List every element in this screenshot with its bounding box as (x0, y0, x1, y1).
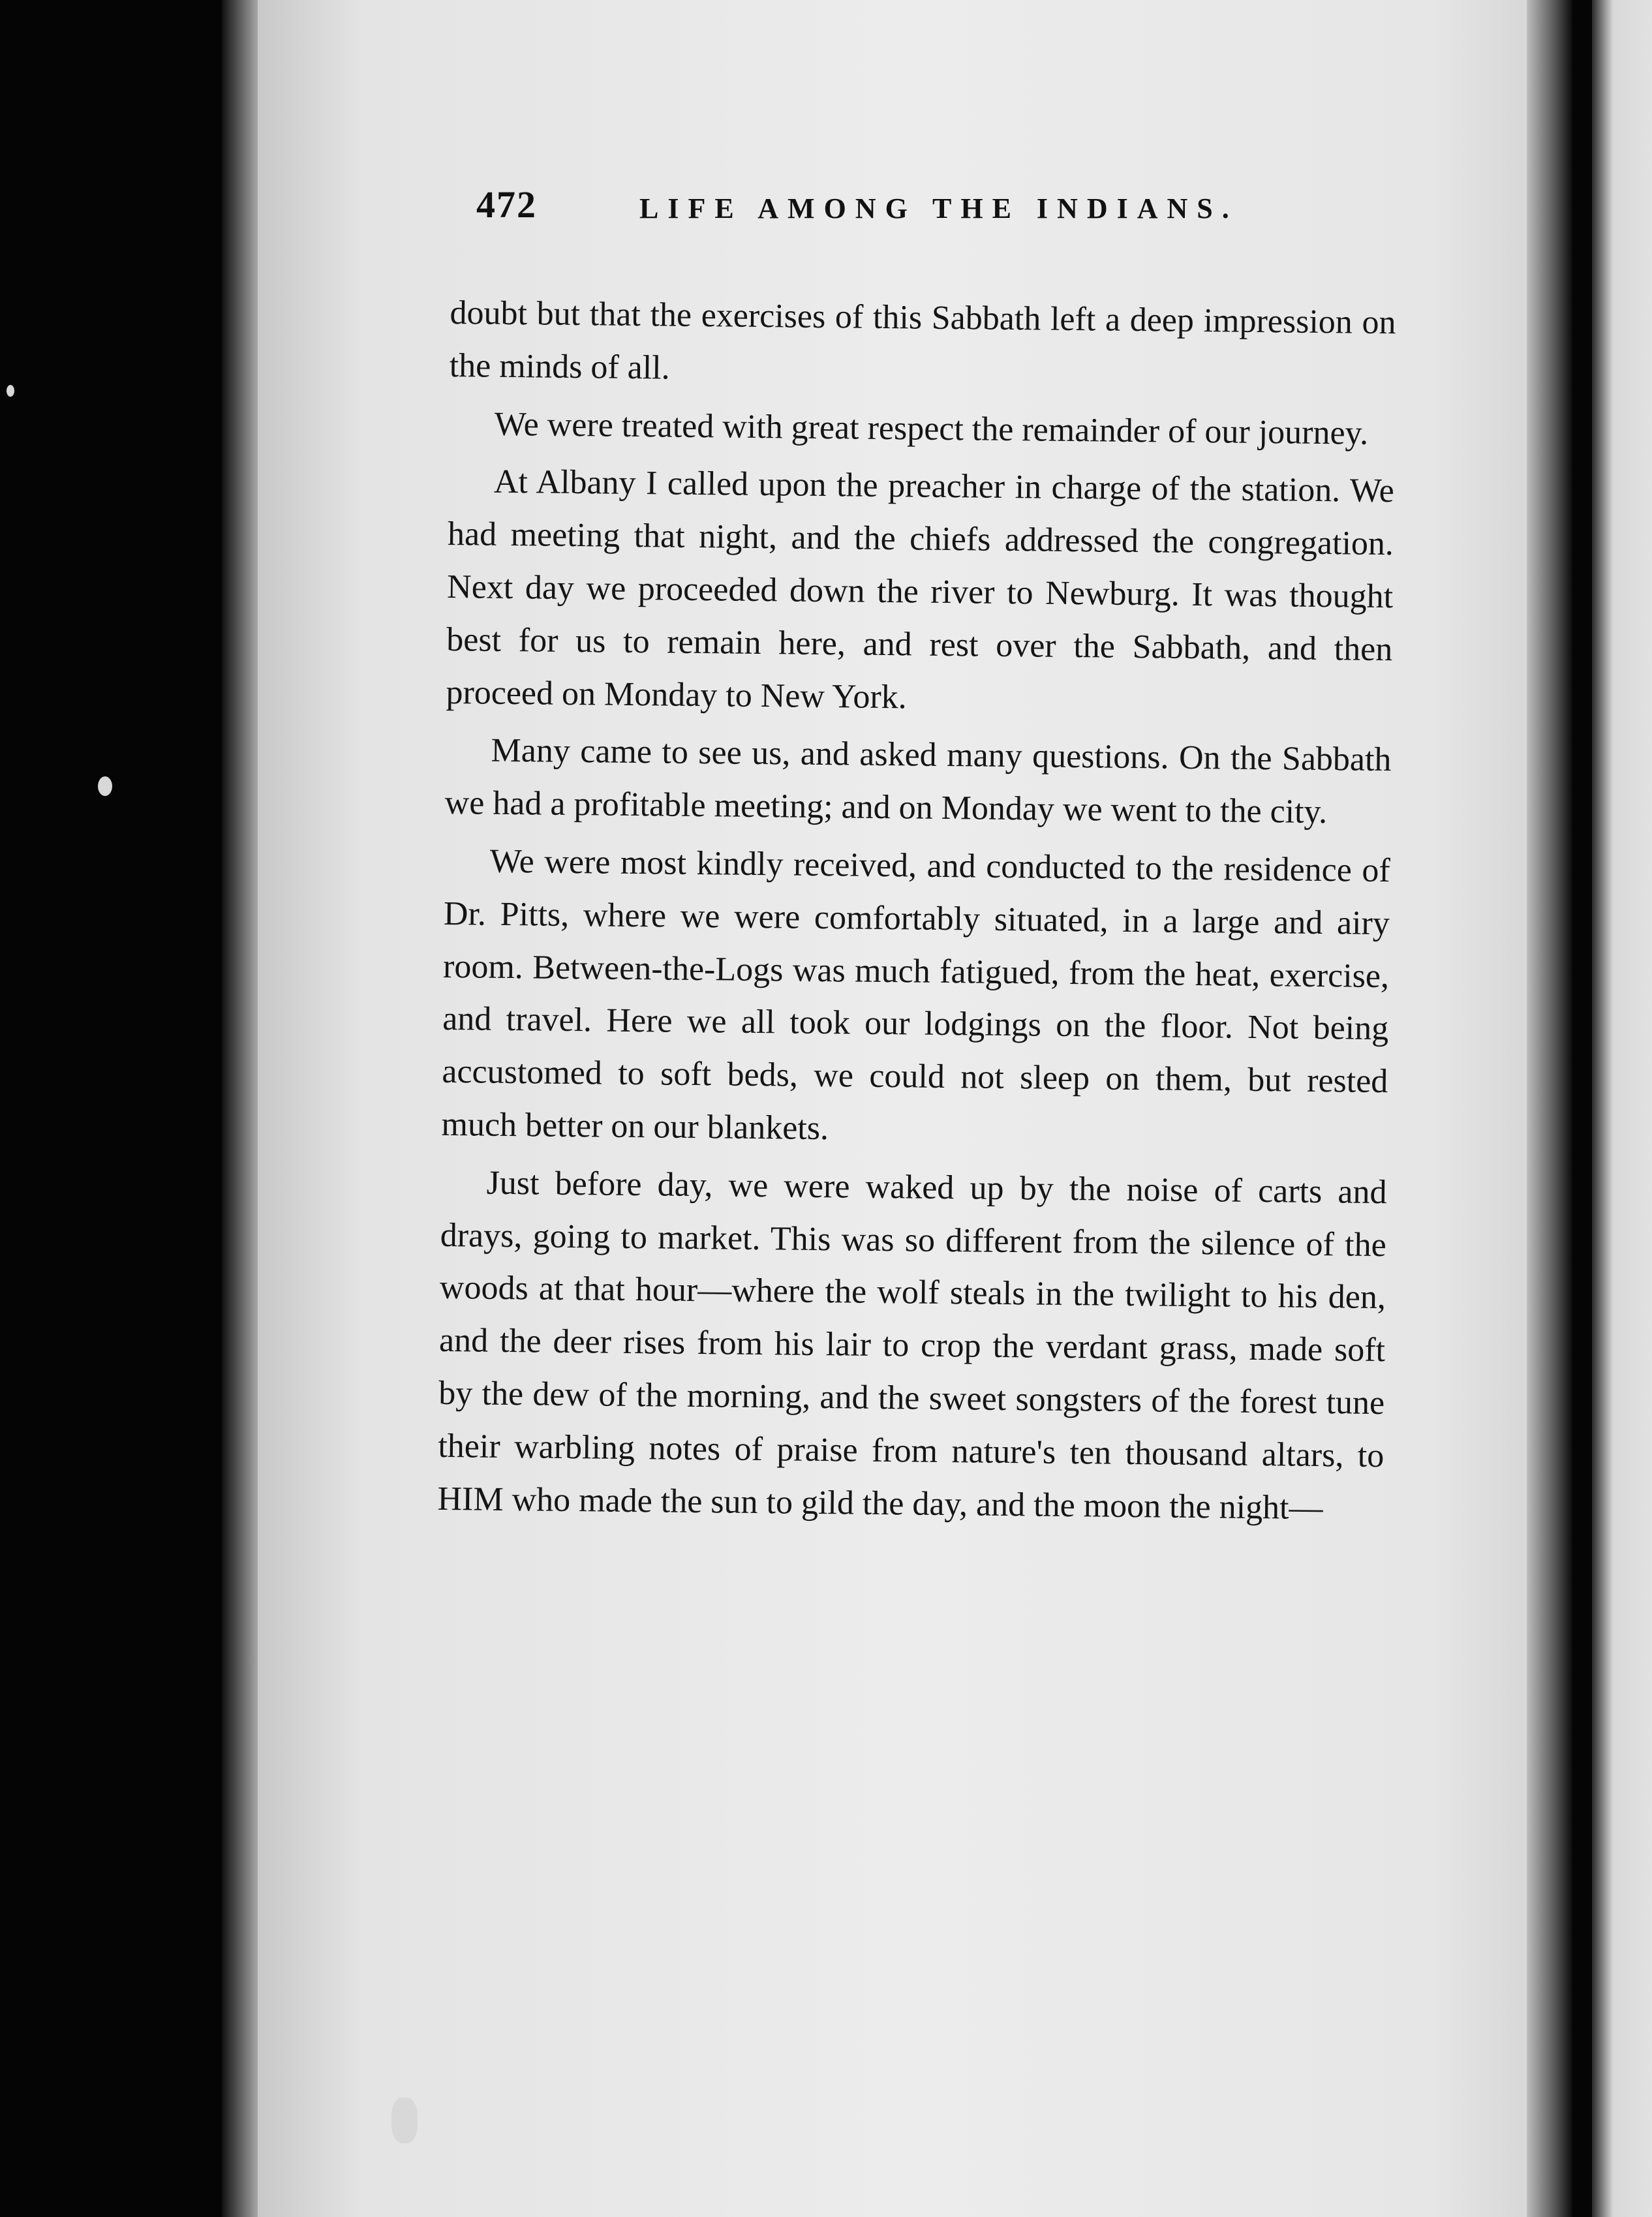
facing-page-edge (1592, 0, 1652, 2217)
paragraph: doubt but that the exercises of this Sabbath left a deep impression on the minds of all. (449, 294, 1396, 387)
paragraph: We were most kindly received, and conducted to the residence of Dr. Pitts, where we were comfortably situated, in a large and airy room. Between-the-Logs was much fatigued, from the heat, exercise, and travel. Here we all took our lodgings on the floor. Not being accustomed to soft beds, we could not sleep on them, but rested much better on our blankets. (441, 842, 1391, 1148)
running-head-title: LIFE AMONG THE INDIANS. (639, 192, 1238, 224)
page-gutter (1527, 0, 1572, 2217)
running-header (476, 183, 1390, 241)
scan-speck (98, 776, 112, 796)
paragraph: At Albany I called upon the preacher in charge of the station. We had meeting that night, and the chiefs addressed the congregation. Next day we proceeded down the river to Newburg. It was thought best for us to remain here, and rest over the Sabbath, and then proceed on Monday to New York. (446, 463, 1395, 716)
paragraph: We were treated with great respect the remainder of our journey. (494, 405, 1369, 452)
scan-speck (7, 385, 14, 397)
paragraph: Just before day, we were waked up by the noise of carts and drays, going to market. This was so different from the silence of the woods at that hour—where the wolf steals in the twilight to his den, and the deer rises from his lair to crop the verdant grass, made soft by the dew of the morning, and the sweet songsters of the forest tune their warbling notes of praise from nature's ten thousand altars, to HIM who made the sun to gild the day, and the moon the night— (437, 1164, 1387, 1527)
paragraph: Many came to see us, and asked many questions. On the Sabbath we had a profitable meeting; and on Monday we went to the city. (444, 732, 1392, 831)
scan-speck (391, 2098, 418, 2143)
body-text (437, 287, 1396, 1540)
page-number: 472 (476, 183, 537, 226)
